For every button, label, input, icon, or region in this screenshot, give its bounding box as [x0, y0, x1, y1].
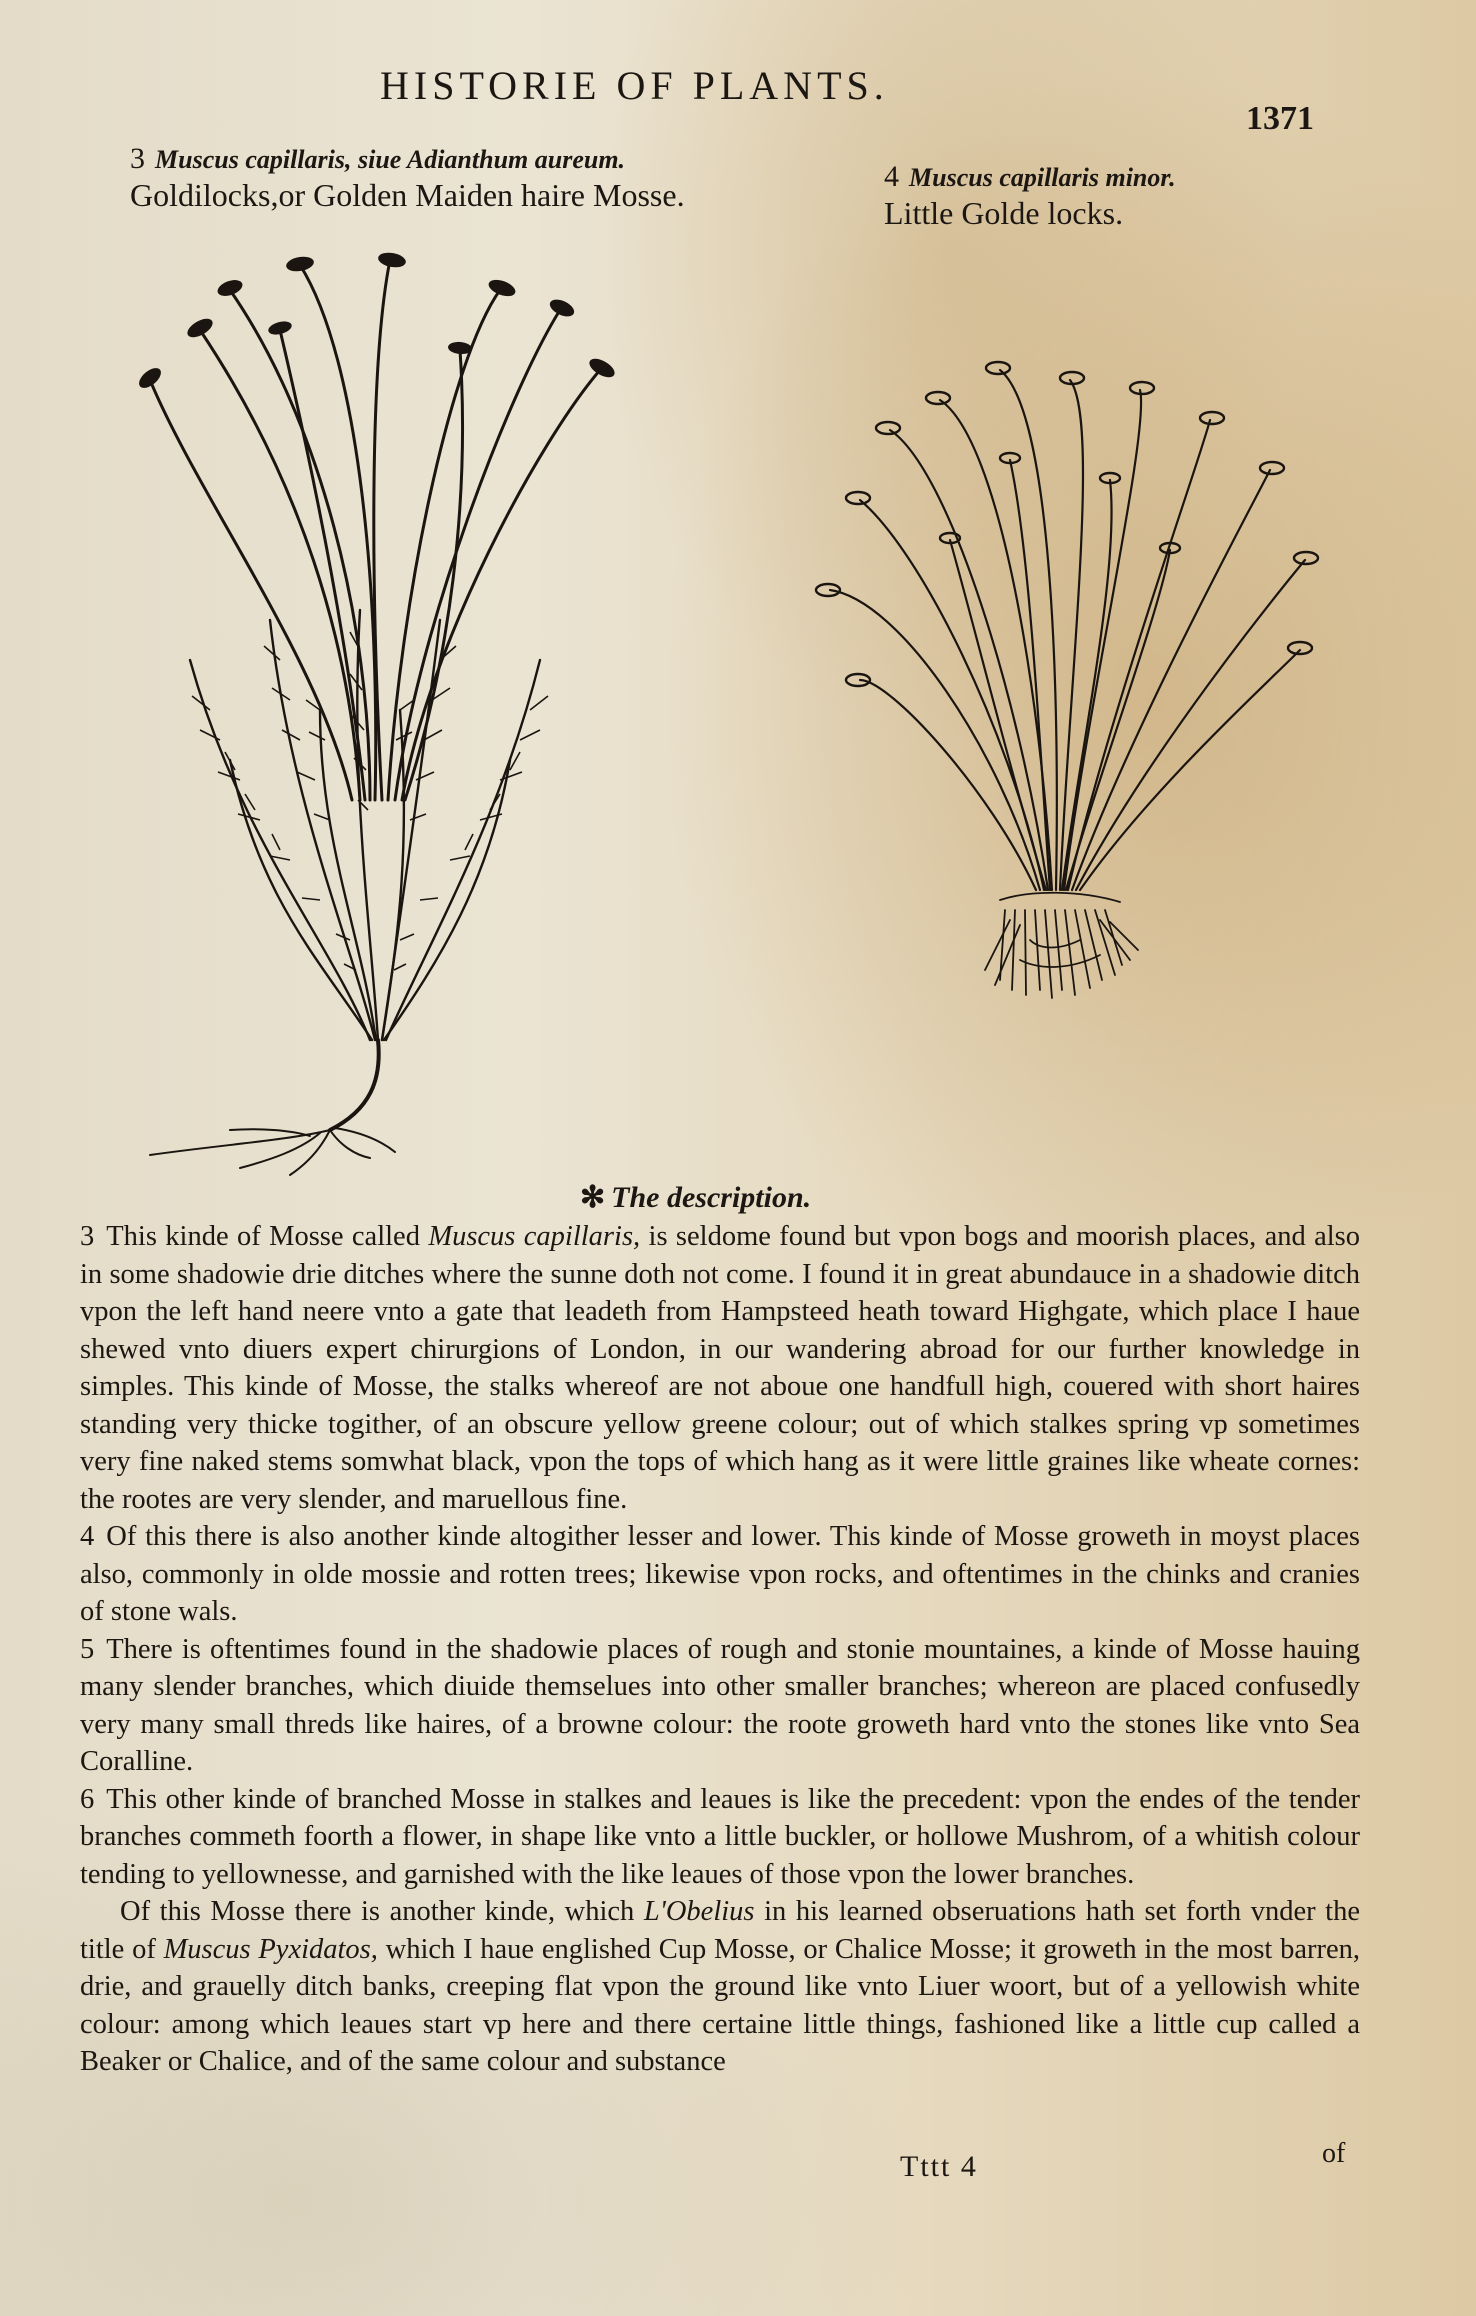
paragraph-4: [80, 1518, 1360, 1631]
latin-term: Muscus capillaris,: [428, 1221, 641, 1252]
figure-3-number: 3: [130, 142, 145, 175]
paragraph-text: This other kinde of branched Mosse in stalkes and leaues is like the precedent: vpon the endes of the tender branches commeth foorth a flower, in shape like vnto a little buckler, or hollowe Mushrom, of a whitish colour tending to yellownesse, and garnished with the like leaues of those vpon the lower branches.: [80, 1783, 1360, 1890]
catchword: of: [1322, 2138, 1346, 2169]
paragraph-number: 5: [80, 1633, 95, 1665]
little-golde-locks-woodcut: [800, 350, 1320, 1010]
section-heading-text: The description.: [611, 1181, 812, 1214]
paragraph-number: 6: [80, 1783, 95, 1815]
goldilocks-moss-woodcut: [120, 240, 640, 1180]
figure-3-latin-name: Muscus capillaris, siue Adianthum aureum.: [155, 145, 626, 174]
paragraph-text: is seldome found but vpon bogs and moorish places, and also in some shadowie drie ditches where the sunne doth not come. I found it in great abundauce in a shadowie ditch vpon the left hand neere vnto a gate that leadeth from Hampsteed heath toward Highgate, which place I haue shewed vnto diuers expert chirurgions of London, in our wandering abroad for our further knowledge in simples. This kinde of Mosse, the stalks whereof are not aboue one handfull high, couered with short haires standing very thicke togither, of an obscure yellow greene colour; out of which stalkes spring vp sometimes very fine naked stems somwhat black, vpon the tops of which hang as it were little graines like wheate cornes: the rootes are very slender, and maruellous fine.: [80, 1221, 1361, 1515]
paragraph-number: 4: [80, 1521, 95, 1552]
figure-4-number: 4: [884, 160, 899, 193]
latin-term: Muscus Pyxidatos,: [163, 1933, 378, 1965]
paragraph-number: 3: [80, 1221, 95, 1252]
paragraph-5: [80, 1631, 1360, 1781]
paragraph-text: in his learned obseruations hath set forth vnder the title of: [80, 1896, 1360, 1965]
figure-4-latin-name: Muscus capillaris minor.: [909, 163, 1176, 192]
paragraph-text: This kinde of Mosse called: [106, 1221, 429, 1252]
signature-mark: Tttt 4: [900, 2150, 978, 2183]
paragraph-3: [80, 1218, 1360, 1518]
paragraph-cup-mosse: [80, 1893, 1360, 2081]
running-title: HISTORIE OF PLANTS.: [380, 63, 889, 108]
figure-3-caption: [130, 142, 685, 213]
section-marker: ✻: [580, 1181, 606, 1214]
paragraph-text: Of this there is also another kinde altogither lesser and lower. This kinde of Mosse groweth in moyst places also, commonly in olde mossie and rotten trees; likewise vpon rocks, and oftentimes in the chinks and cranies of stone wals.: [80, 1521, 1360, 1627]
figure-3-english-name: Goldilocks,or Golden Maiden haire Mosse.: [130, 176, 685, 213]
paragraph-6: [80, 1781, 1360, 1894]
description-body: [80, 1218, 1360, 2081]
paragraph-text: Of this Mosse there is another kinde, which: [120, 1896, 644, 1927]
figure-4-english-name: Little Golde locks.: [884, 194, 1124, 231]
page-number: 1371: [1246, 100, 1314, 137]
section-heading: [580, 1180, 811, 1215]
figure-4-caption: [884, 160, 1176, 231]
author-name: L'Obelius: [643, 1896, 755, 1927]
paragraph-text: There is oftentimes found in the shadowie places of rough and stonie mountaines, a kinde of Mosse hauing many slender branches, which diuide themselues into other smaller branches; whereon are placed confusedly very many small threds like haires, of a browne colour: the roote groweth hard vnto the stones like vnto Sea Coralline.: [80, 1633, 1360, 1777]
paragraph-text: which I haue englished Cup Mosse, or Chalice Mosse; it groweth in the most barren, drie, and grauelly ditch banks, creeping flat vpon the ground like vnto Liuer woort, but of a yellowish white colour: among which leaues start vp here and there certaine little things, fashioned like a little cup called a Beaker or Chalice, and of the same colour and substance: [80, 1933, 1360, 2077]
